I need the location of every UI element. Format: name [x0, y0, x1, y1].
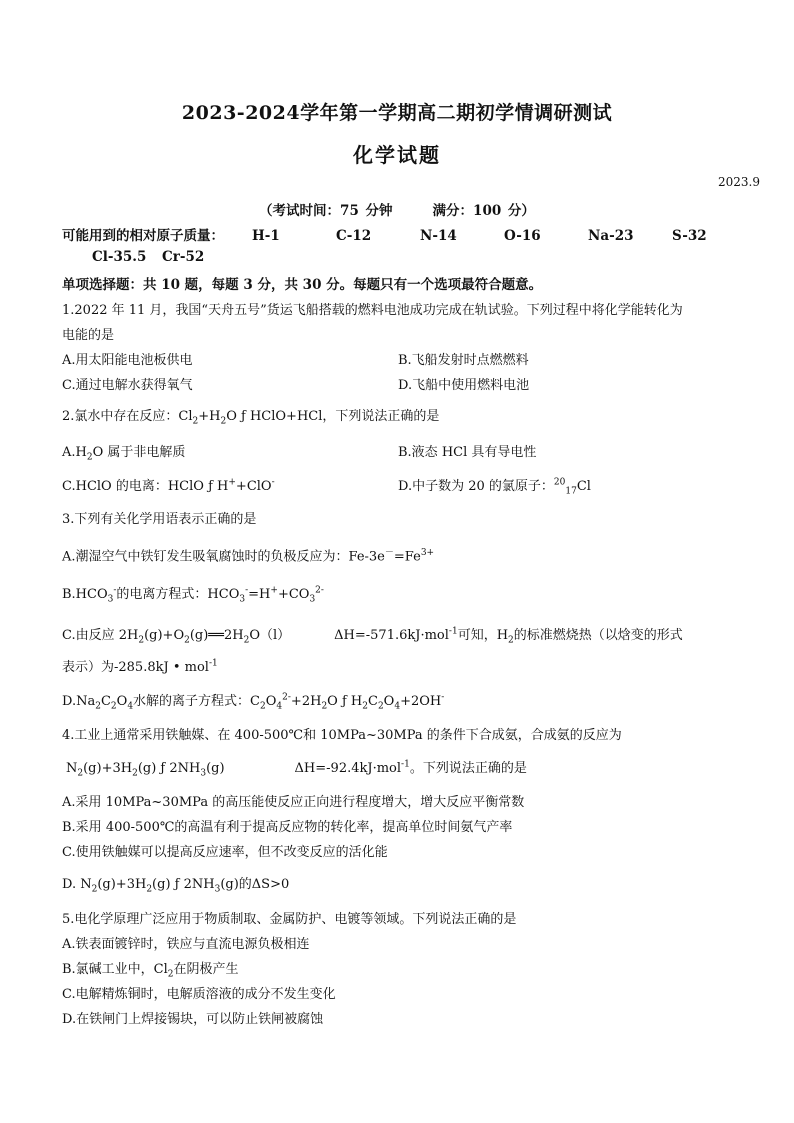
subscript: 2 [167, 969, 174, 980]
q2-a-text: O 属于非电解质 [92, 445, 186, 460]
subscript: 2 [377, 701, 384, 712]
mass-item: S-32 [672, 228, 707, 244]
exam-info [0, 199, 794, 219]
q2-c-text: C.HClO 的电离：HClO ƒ H [62, 479, 229, 494]
q4-d-text: (g)+3H [97, 877, 147, 892]
subject-title: 化学试题 [353, 143, 441, 167]
q2-stem-text: +H [198, 409, 221, 424]
q3-b-text: =H [248, 587, 271, 602]
subscript: 2 [91, 884, 98, 895]
q4-d-text: (g) ƒ 2NH [152, 877, 215, 892]
q2-c-text: +ClO [235, 479, 272, 494]
exam-title: 2023-2024学年第一学期高二期初学情调研测试 [181, 102, 613, 124]
q3-d-text: D.Na [62, 694, 96, 709]
q3-d-text: C [367, 694, 378, 709]
q2-a-text: A.H [62, 445, 87, 460]
q2-stem [62, 405, 439, 427]
subscript: 3 [214, 884, 221, 895]
subscript: 2 [146, 884, 153, 895]
q3-d-text: +2OH [400, 694, 442, 709]
q1-stem: 1.2022 年 11 月，我国“天舟五号”货运飞船搭载的燃料电池成功完成在轨试验。下列过程中将化学能转化为 [62, 303, 683, 318]
q4-d-text: (g)的ΔS>0 [220, 877, 290, 892]
q3-c-text: (g)══2H [189, 628, 244, 643]
q2-stem-text: 2.氯水中存在反应：Cl [62, 409, 193, 424]
q4-option-c: C.使用铁触媒可以提高反应速率，但不改变反应的活化能 [62, 845, 388, 860]
subscript: 3 [200, 768, 207, 779]
subscript: 2 [362, 701, 368, 712]
atomic-mass-line [62, 224, 707, 244]
exam-score: 满分：100 分） [432, 203, 535, 219]
q3-d-text: 水解的离子方程式：C [133, 694, 260, 709]
q2-d-text: Cl [576, 479, 591, 494]
superscript: - [113, 585, 117, 596]
superscript: - [245, 585, 249, 596]
superscript: - [271, 477, 275, 488]
atomic-mass-line-2 [92, 249, 204, 265]
q4-option-a: A.采用 10MPa~30MPa 的高压能使反应正向进行程度增大，增大反应平衡常数 [62, 795, 525, 810]
mass-item: C-12 [336, 228, 372, 244]
subscript: 3 [309, 594, 316, 605]
q4-eq-text: (g)+3H [83, 761, 133, 776]
q3-c-text: 表示）为-285.8kJ • mol [62, 660, 209, 675]
q3-b-text: +CO [277, 587, 310, 602]
q3-b-text: B.HCO [62, 587, 108, 602]
subscript: 4 [276, 701, 283, 712]
subscript: 2 [77, 768, 84, 779]
subscript: 2 [86, 452, 93, 463]
q3-option-a [62, 545, 434, 564]
q1-option-a: A.用太阳能电池板供电 [62, 353, 193, 368]
subscript: 4 [394, 701, 401, 712]
q5-b-text: B.氯碱工业中，Cl [62, 962, 168, 977]
q1-stem-cont: 电能的是 [62, 328, 115, 343]
mass-item: H-1 [252, 228, 280, 244]
q1-option-c: C.通过电解水获得氧气 [62, 378, 193, 393]
q4-option-b: B.采用 400-500℃的高温有利于提高反应物的转化率，提高单位时间氨气产率 [62, 820, 513, 835]
q2-option-b: B.液态 HCl 具有导电性 [398, 445, 537, 460]
exam-time: （考试时间：75 分钟 [259, 203, 393, 219]
q3-c-text: (g)+O [144, 628, 185, 643]
superscript: 2- [315, 585, 324, 596]
exam-date: 2023.9 [718, 175, 760, 189]
q3-a-text: =Fe [393, 549, 421, 565]
q3-d-text: C [100, 694, 111, 709]
superscript: + [270, 585, 278, 596]
q2-option-d [398, 475, 591, 497]
q3-a-text: A.潮湿空气中铁钉发生吸氧腐蚀时的负极反应为：Fe-3e [62, 549, 385, 565]
subscript: 2 [110, 701, 117, 712]
subscript: 3 [239, 594, 246, 605]
mass-item: N-14 [420, 228, 457, 244]
q3-stem: 3.下列有关化学用语表示正确的是 [62, 512, 257, 527]
superscript: 2- [282, 692, 291, 703]
q4-equation [66, 757, 527, 779]
q3-c-text: 的标准燃烧热（以焓变的形式 [513, 628, 683, 643]
q3-d-text: O [265, 694, 277, 709]
subscript: 2 [192, 416, 199, 427]
superscript: -1 [401, 759, 410, 770]
subscript: 2 [260, 701, 266, 712]
q3-d-text: O [116, 694, 128, 709]
subscript: 2 [132, 768, 138, 779]
q4-eq-text: (g) ƒ 2NH [137, 761, 201, 776]
subscript: 2 [184, 635, 190, 646]
subscript: 4 [127, 701, 134, 712]
q2-d-text: D.中子数为 20 的氯原子： [398, 479, 554, 494]
mass-item: Cl-35.5 [92, 249, 147, 265]
superscript: -1 [448, 626, 458, 637]
q4-eq-text: 。下列说法正确的是 [409, 761, 527, 776]
superscript: 20 [553, 477, 566, 488]
superscript: 3+ [420, 548, 435, 558]
q3-option-b [62, 583, 324, 605]
subscript: 3 [107, 594, 114, 605]
q4-option-d [62, 873, 289, 895]
q3-d-text: +2H [290, 694, 322, 709]
subscript: 2 [321, 701, 328, 712]
superscript: － [384, 548, 394, 558]
q4-eq-text: N [66, 761, 78, 776]
q2-stem-text: O ƒ HClO+HCl，下列说法正确的是 [226, 409, 440, 424]
q4-d-text: D. N [62, 877, 92, 892]
q5-option-c: C.电解精炼铜时，电解质溶液的成分不发生变化 [62, 987, 336, 1002]
q3-option-d [62, 690, 444, 712]
superscript: - [441, 692, 445, 703]
q5-option-b [62, 958, 239, 980]
q3-option-c [62, 624, 683, 646]
q5-option-d: D.在铁闸门上焊接锡块，可以防止铁闸被腐蚀 [62, 1012, 324, 1027]
mass-item: Na-23 [588, 228, 634, 244]
q3-c-text: C.由反应 2H [62, 628, 139, 643]
subscript: 17 [565, 486, 577, 497]
subscript: 2 [243, 635, 250, 646]
mass-item: O-16 [504, 228, 541, 244]
q4-eq-text: ΔH=-92.4kJ·mol [294, 761, 402, 776]
superscript: -1 [208, 658, 218, 669]
q5-stem: 5.电化学原理广泛应用于物质制取、金属防护、电镀等领域。下列说法正确的是 [62, 912, 517, 927]
q3-b-text: 的电离方程式：HCO [116, 587, 240, 602]
subscript: 2 [95, 701, 101, 712]
q3-c-text: O（l） [249, 628, 291, 643]
q1-option-b: B.飞船发射时点燃燃料 [398, 353, 529, 368]
q3-c-text: ΔH=-571.6kJ·mol [334, 628, 449, 643]
q3-d-text: O ƒ H [327, 694, 363, 709]
q2-option-a [62, 441, 185, 463]
q3-c-text: 可知，H [457, 628, 509, 643]
q4-stem: 4.工业上通常采用铁触媒、在 400-500℃和 10MPa~30MPa 的条件下合成氨，合成氨的反应为 [62, 728, 622, 743]
q5-b-text: 在阴极产生 [173, 962, 239, 977]
atomic-mass-label: 可能用到的相对原子质量： [62, 228, 224, 244]
q5-option-a: A.铁表面镀锌时，铁应与直流电源负极相连 [62, 937, 310, 952]
q3-option-c-cont [62, 656, 218, 675]
section-heading: 单项选择题：共 10 题，每题 3 分，共 30 分。每题只有一个选项最符合题意。 [62, 277, 543, 293]
subscript: 2 [138, 635, 145, 646]
subscript: 2 [220, 416, 227, 427]
subscript: 2 [508, 635, 514, 646]
q2-option-c [62, 475, 275, 494]
mass-item: Cr-52 [162, 249, 205, 265]
q3-d-text: O [383, 694, 395, 709]
q1-option-d: D.飞船中使用燃料电池 [398, 378, 530, 393]
q4-eq-text: (g) [206, 761, 225, 776]
superscript: + [228, 477, 236, 488]
